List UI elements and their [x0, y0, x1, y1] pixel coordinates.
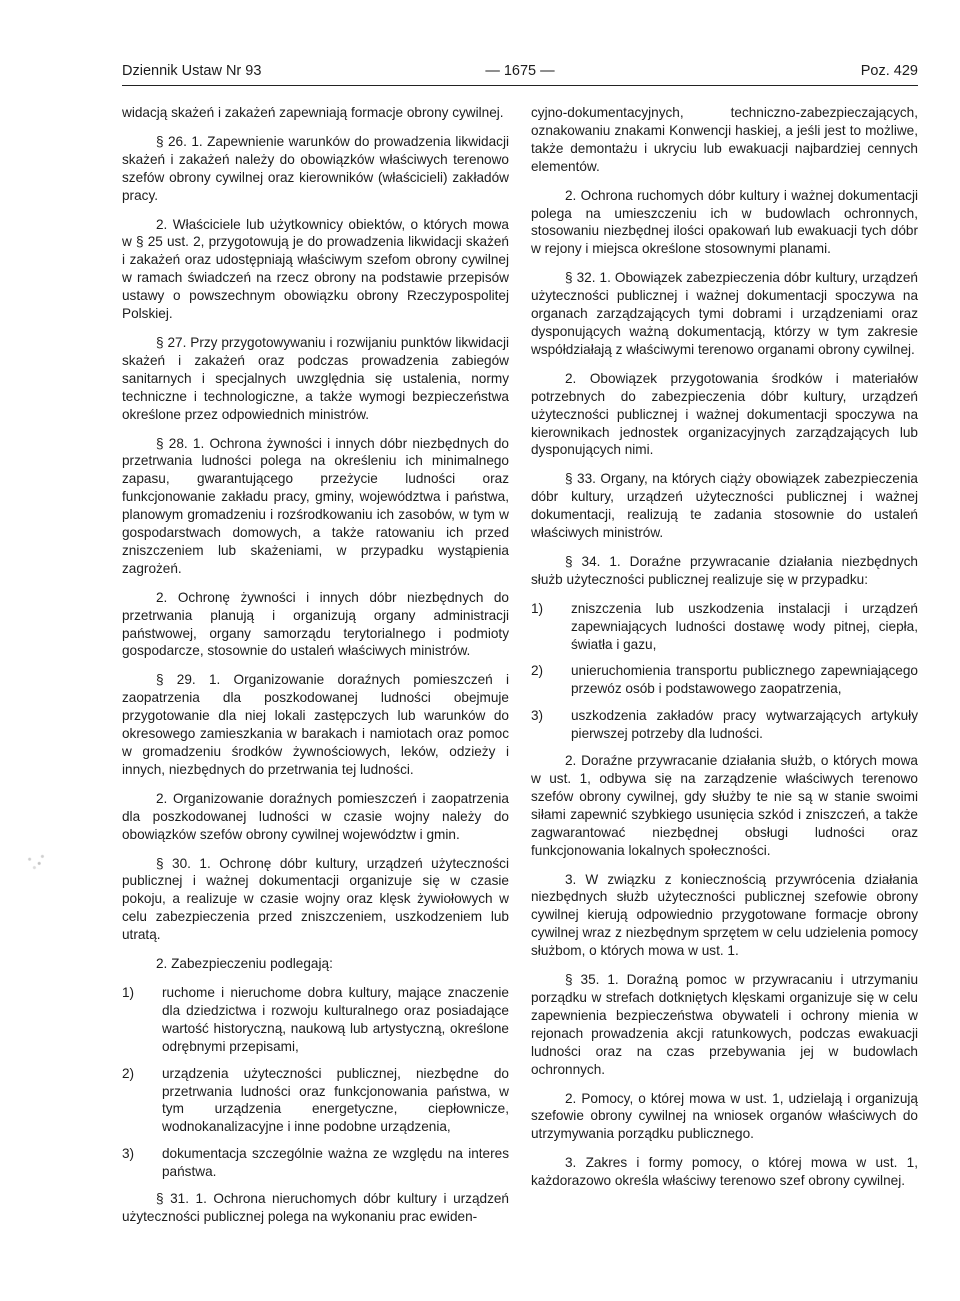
paragraph: § 30. 1. Ochronę dóbr kultury, urządzeń użyteczności publicznej i ważnej dokumentacji organizuje się w czasie pokoju, a realizuje w czasie wojny oraz klęsk żywiołowych w celu zabezpieczenia przed zniszczeniem, uszkodzeniem lub utratą.: [122, 855, 509, 943]
list-item-text: ruchome i nieruchome dobra kultury, mające znaczenie dla dziedzictwa i rozwoju kulturalnego oraz posiadające wartość historyczną, naukową lub artystyczną, określone odrębnymi przepisami,: [162, 984, 509, 1054]
paragraph: 3. W związku z koniecznością przywrócenia działania niezbędnych służb użyteczności publicznej szefowie obrony cywilnej kierują odpowiednio przygotowane formacje obrony cywilnej wraz z niezbędnym sprzętem w celu udzielenia pomocy służbom, o których mowa w ust. 1.: [531, 871, 918, 959]
paragraph: 2. Zabezpieczeniu podlegają:: [156, 956, 333, 972]
right-column: [531, 104, 918, 1201]
journal-title: Dziennik Ustaw Nr 93: [122, 63, 262, 79]
list-item: [531, 662, 918, 698]
left-column: [122, 104, 509, 1237]
page-number: — 1675 —: [485, 63, 555, 79]
paragraph: 2. Organizowanie doraźnych pomieszczeń i zaopatrzenia dla poszkodowanej ludności w czasie wojny należy do obowiązków szefów obrony cywilnej województw i gmin.: [122, 790, 509, 842]
page-header: [122, 63, 918, 86]
scan-speck: [20, 848, 52, 876]
paragraph: 2. Doraźne przywracanie działania służb, o których mowa w ust. 1, odbywa się na zarządzenie właściwych terenowo szefów obrony cywilnej, gdy służby te nie są w stanie swoimi siłami zapewnić szybkiego usunięcia szkód i zniszczeń, a także zagwarantować niezbędnej obsługi ludności oraz funkcjonowania lokalnych społeczności.: [531, 753, 918, 858]
list-item-number: 1): [122, 984, 135, 1000]
paragraph: 2. Obowiązek przygotowania środków i materiałów potrzebnych do zabezpieczenia dóbr kultury, urządzeń użyteczności publicznej i ważnej dokumentacji spoczywa na kierownikach jednostek organizacyjnych zarządzających lub dysponujących nimi.: [531, 370, 918, 458]
list-item-text: unieruchomienia transportu publicznego zapewniającego przewóz osób i podstawowego zaopatrzenia,: [571, 663, 918, 697]
paragraph: § 31. 1. Ochrona nieruchomych dóbr kultury i urządzeń użyteczności publicznej polega na wykonaniu prac ewiden-: [122, 1191, 509, 1224]
paragraph: § 27. Przy przygotowywaniu i rozwijaniu punktów likwidacji skażeń i zakażeń oraz podczas prowadzenia zabiegów sanitarnych i specjalnych uwzględnia się ustalenia, normy techniczne i technologiczne, a także wymogi bezpieczeństwa określone przez odpowiednich ministrów.: [122, 334, 509, 422]
paragraph: 2. Właściciele lub użytkownicy obiektów, o których mowa w § 25 ust. 2, przygotowują je do prowadzenia likwidacji skażeń i zakażeń oraz udostępniają właściwym szefom obrony cywilnej w ramach świadczeń na rzecz obrony na podstawie przepisów ustawy o powszechnym obowiązku obrony Rzeczypospolitej Polskiej.: [122, 216, 509, 322]
paragraph: cyjno-dokumentacyjnych, techniczno-zabezpieczających, oznakowaniu znakami Konwencji haskiej, a jeśli jest to możliwe, także demontażu i ukryciu lub ewakuacji najbardziej cennych elementów.: [531, 105, 918, 174]
list-item-number: 3): [122, 1146, 135, 1162]
list-item-text: zniszczenia lub uszkodzenia instalacji i urządzeń zapewniających ludności dostawę wody pitnej, ciepła, światła i gazu,: [571, 600, 918, 652]
list-item-number: 2): [122, 1065, 135, 1081]
paragraph: § 32. 1. Obowiązek zabezpieczenia dóbr kultury, urządzeń użyteczności publicznej i ważnej dokumentacji spoczywa na organach zarządzających tymi dobrami i urządzeniami oraz dysponujących ważną dokumentacją, którzy w tym zakresie współdziałają z właściwymi terenowo organami obrony cywilnej.: [531, 270, 918, 357]
list-item-number: 3): [531, 708, 544, 724]
list-item: [122, 1065, 509, 1137]
list-item: [531, 707, 918, 743]
paragraph: widacją skażeń i zakażeń zapewniają formacje obrony cywilnej.: [122, 105, 504, 120]
paragraph: 2. Ochrona ruchomych dóbr kultury i ważnej dokumentacji polega na umieszczeniu ich w budowlach ochronnych, stosowaniu niezbędnej ilości opakowań lub ewakuacji tych dóbr w rejony i miejsca określone stosownymi planami.: [531, 187, 918, 257]
paragraph: § 26. 1. Zapewnienie warunków do prowadzenia likwidacji skażeń i zakażeń należy do obowiązków właściwych terenowo szefów obrony cywilnej oraz kierowników (właścicieli) zakładów pracy.: [122, 133, 509, 203]
paragraph: § 34. 1. Doraźne przywracanie działania niezbędnych służb użyteczności publicznej realizuje się w przypadku:: [531, 553, 918, 587]
paragraph: 3. Zakres i formy pomocy, o której mowa w ust. 1, każdorazowo określa właściwy terenowo szef obrony cywilnej.: [531, 1155, 918, 1189]
paragraph: § 28. 1. Ochrona żywności i innych dóbr niezbędnych do przetrwania ludności polega na określeniu ich minimalnego zapasu, gwarantującego przeżycie ludności oraz funkcjonowanie zakładu pracy, gminy, województwa i państwa, planowym gromadzeniu i rozśrodkowaniu ich zasobów, w tym w gospodarstwach domowych, a także ratowaniu ich przed zniszczeniem lub skażeniami, w przypadku wystąpienia zagrożeń.: [122, 435, 509, 576]
list-item-text: dokumentacja szczególnie ważna ze względu na interes państwa.: [162, 1146, 509, 1180]
paragraph: § 33. Organy, na których ciąży obowiązek zabezpieczenia dóbr kultury, urządzeń użyteczności publicznej i ważnej dokumentacji, realizują te zadania stosownie do ustaleń właściwych ministrów.: [531, 471, 918, 541]
list-item: [531, 600, 918, 654]
list-item: [122, 984, 509, 1056]
list-item: [122, 1145, 509, 1181]
list-item-text: urządzenia użyteczności publicznej, niezbędne do przetrwania ludności oraz funkcjonowania państwa, w tym urządzenia energetyczne, ciepłownicze, wodnokanalizacyjne i inne podobne urządzenia,: [162, 1065, 509, 1135]
list-item-text: uszkodzenia zakładów pracy wytwarzających artykuły pierwszej potrzeby dla ludności.: [571, 708, 918, 742]
paragraph: 2. Ochronę żywności i innych dóbr niezbędnych do przetrwania planują i organizują organy administracji państwowej, organy samorządu terytorialnego i podmioty gospodarcze, stosownie do ustaleń właściwych ministrów.: [122, 589, 509, 659]
position-number: Poz. 429: [860, 63, 918, 79]
paragraph: § 35. 1. Doraźną pomoc w przywracaniu i utrzymaniu porządku w strefach dotkniętych klęskami organizuje się w celu zapewnienia bezpieczeństwa obywateli i ochrony mienia w rejonach prowadzenia akcji ratunkowych, podczas ewakuacji ludności oraz na czas przebywania jej w budowlach ochronnych.: [531, 972, 918, 1077]
paragraph: 2. Pomocy, o której mowa w ust. 1, udzielają i organizują szefowie obrony cywilnej na wniosek organów właściwych do utrzymywania porządku publicznego.: [531, 1090, 918, 1142]
list-item-number: 2): [531, 663, 544, 679]
list-item-number: 1): [531, 600, 544, 616]
paragraph: § 29. 1. Organizowanie doraźnych pomieszczeń i zaopatrzenia dla poszkodowanej ludności obejmuje przygotowanie dla niej lokali zastępczych lub warunków do okresowego zamieszkania w barakach i namiotach oraz pomoc w gromadzeniu środków żywnościowych, leków, odzieży i innych, niezbędnych do przetrwania tej ludności.: [122, 672, 509, 777]
